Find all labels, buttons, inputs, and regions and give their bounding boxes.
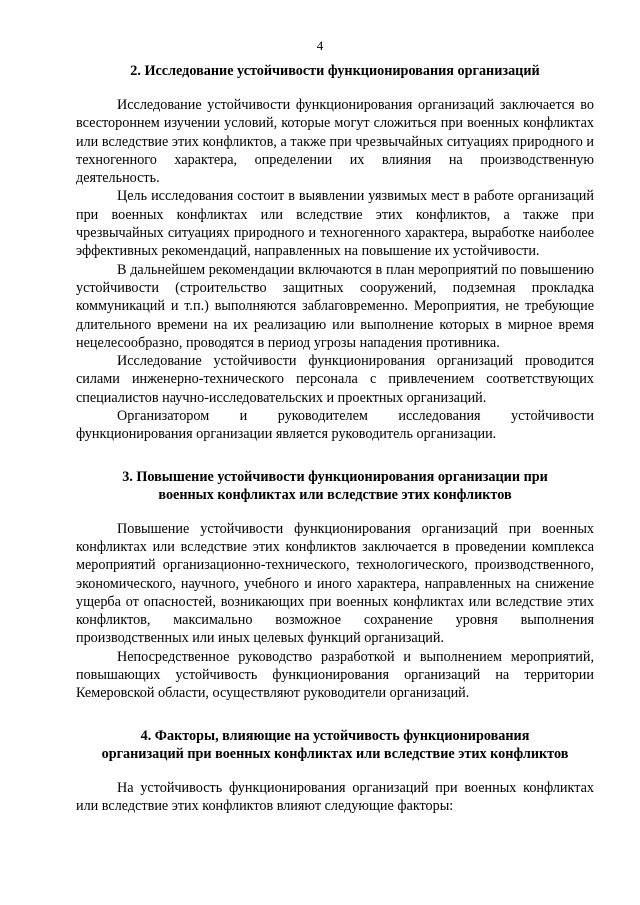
section-3-paragraph-1: Повышение устойчивости функционирования организаций при военных конфликтах или вследствие этих конфликтов заключается в проведении комплекса мероприятий организационно-технического, технологического, производственного, экономического, научного, учебного и иного характера, направленных на снижение ущерба от опасностей, возникающих при военных конфликтах или вследствие этих конфликтов, максимально возможное сохранение уровня выполнения производственных или иных целевых функций организаций. bbox=[76, 520, 594, 647]
section-3-heading bbox=[76, 468, 594, 504]
section-3-heading-line-2: военных конфликтах или вследствие этих конфликтов bbox=[158, 486, 512, 503]
document-body bbox=[76, 62, 594, 815]
section-2-paragraph-1: Исследование устойчивости функционирования организаций заключается во всестороннем изучении условий, которые могут сложиться при военных конфликтах или вследствие этих конфликтов, а также при чрезвычайных ситуациях природного и техногенного характера, определении их влияния на производственную деятельность. bbox=[76, 97, 594, 187]
section-4-heading-line-1: 4. Факторы, влияющие на устойчивость функционирования bbox=[140, 727, 530, 744]
section-2-heading bbox=[76, 62, 594, 80]
section-4-heading-line-2: организаций при военных конфликтах или вследствие этих конфликтов bbox=[101, 745, 569, 762]
section-4-heading bbox=[76, 727, 594, 763]
section-2-heading-line: 2. Исследование устойчивости функционирования организаций bbox=[130, 63, 540, 79]
section-4-paragraph-1: На устойчивость функционирования организаций при военных конфликтах или вследствие этих конфликтов влияют следующие факторы: bbox=[76, 779, 594, 814]
section-3-paragraph-2: Непосредственное руководство разработкой и выполнением мероприятий, повышающих устойчивость функционирования организаций на территории Кемеровской области, осуществляют руководители организаций. bbox=[76, 648, 594, 702]
section-3-heading-line-1: 3. Повышение устойчивости функционирования организации при bbox=[122, 468, 548, 485]
section-2-paragraph-2: Цель исследования состоит в выявлении уязвимых мест в работе организаций при военных конфликтах или вследствие этих конфликтов, а также при чрезвычайных ситуациях природного и техногенного характера, выработке наиболее эффективных рекомендаций, направленных на повышение их устойчивости. bbox=[76, 188, 594, 260]
page-number: 4 bbox=[316, 38, 324, 53]
section-2-paragraph-5: Организатором и руководителем исследования устойчивости функционирования организации является руководитель организации. bbox=[76, 408, 594, 443]
section-2-paragraph-3: В дальнейшем рекомендации включаются в план мероприятий по повышению устойчивости (строительство защитных сооружений, подземная прокладка коммуникаций и т.п.) выполняются заблаговременно. Мероприятия, не требующие длительного времени на их реализацию или выполнение которых в мирное время нецелесообразно, проводятся в период угрозы нападения противника. bbox=[76, 261, 594, 351]
section-2-paragraph-4: Исследование устойчивости функционирования организаций проводится силами инженерно-технического персонала с привлечением соответствующих специалистов научно-исследовательских и проектных организаций. bbox=[76, 353, 594, 406]
